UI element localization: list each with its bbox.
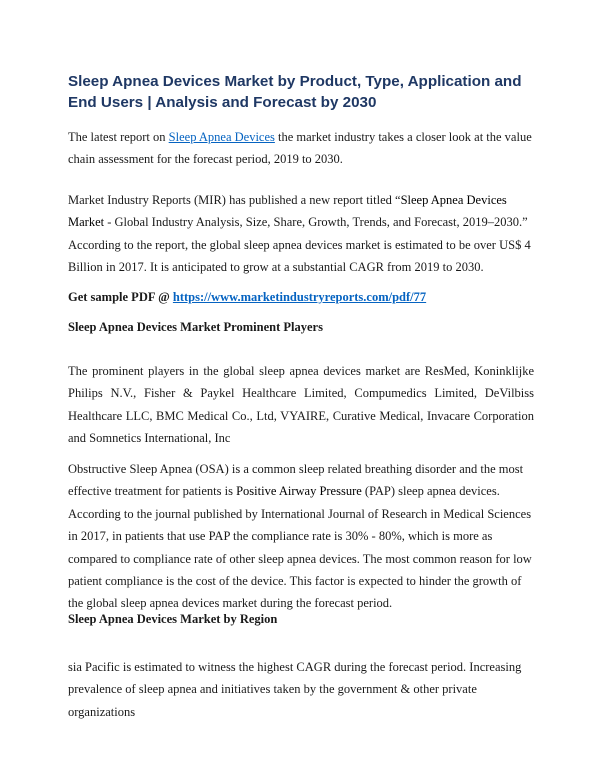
report-text-before: Market Industry Reports (MIR) has published a new report titled “ [68,193,401,207]
players-paragraph: The prominent players in the global sleep apnea devices market are ResMed, Koninklijke Philips N.V., Fisher & Paykel Healthcare Limited, Compumedics Limited, DeVilbiss Healthcare LLC, BMC Medical Co., Ltd, VYAIRE, Curative Medical, Invacare Corporation and Somnetics International, Inc [68,364,534,446]
sample-pdf-link[interactable]: https://www.marketindustryreports.com/pdf/77 [172,290,427,304]
intro-text-after: the market industry takes a closer look at the value chain assessment for the forecast period, 2019 to 2030. [68,130,532,167]
region-heading: Sleep Apnea Devices Market by Region [68,612,278,626]
report-title-text: Sleep Apnea Devices Market [68,193,507,230]
sleep-apnea-devices-link[interactable]: Sleep Apnea Devices [168,130,275,144]
positive-airway-pressure-term: Positive Airway Pressure [236,484,362,499]
sample-pdf-label: Get sample PDF @ [68,290,173,304]
report-text-after: - Global Industry Analysis, Size, Share, Growth, Trends, and Forecast, 2019–2030.” According to the report, the global sleep apnea devices market is estimated to be over US$ 4 Billion in 2017. It is anticipated to grow at a substantial CAGR from 2019 to 2030. [68,215,531,275]
osa-text-after: (PAP) sleep apnea devices. According to the journal published by International Journal of Research in Medical Sciences in 2017, in patients that use PAP the compliance rate is 30% - 80%, which is more as compared to compliance rate of other sleep apnea devices. The most common reason for low patient compliance is the cost of the device. This factor is expected to hinder the growth of the global sleep apnea devices market during the forecast period. [68,484,532,611]
sample-pdf-line [68,286,534,308]
intro-text-before: The latest report on [68,130,169,144]
osa-text-before: Obstructive Sleep Apnea (OSA) is a common sleep related breathing disorder and the most effective treatment for patients is [68,462,524,499]
report-paragraph [68,189,534,279]
players-heading: Sleep Apnea Devices Market Prominent Players [68,320,323,334]
intro-paragraph [68,126,534,171]
document-title: Sleep Apnea Devices Market by Product, Type, Application and End Users | Analysis and Forecast by 2030 [68,73,522,111]
osa-paragraph [68,458,534,615]
region-paragraph: sia Pacific is estimated to witness the highest CAGR during the forecast period. Increasing prevalence of sleep apnea and initiatives taken by the government & other private organizations [68,660,522,719]
